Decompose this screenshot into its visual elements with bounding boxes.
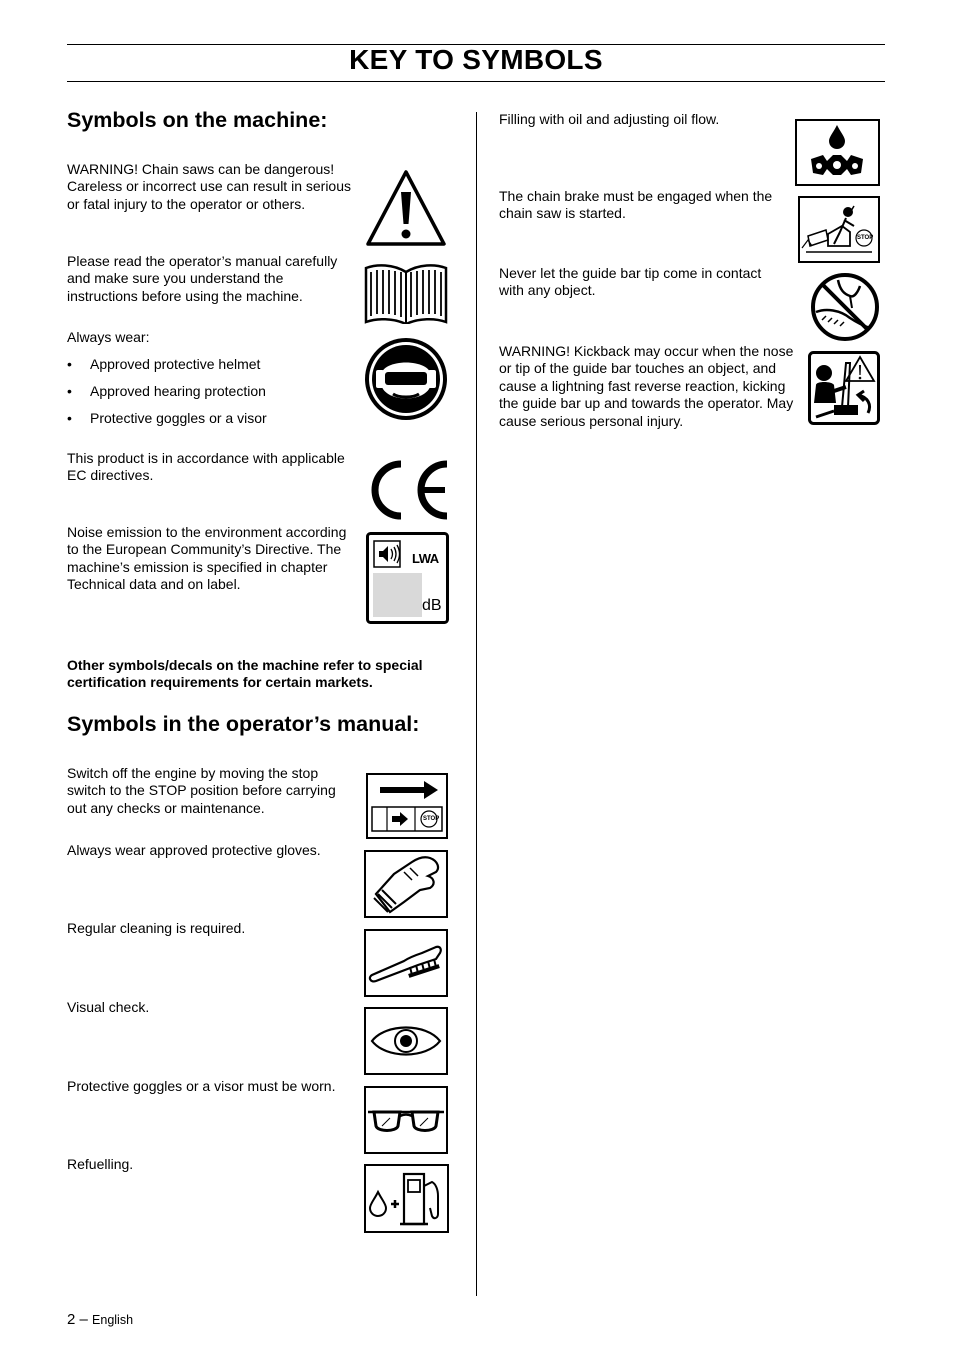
- open-book-icon: [363, 262, 449, 324]
- wear-item-helmet: • Approved protective helmet: [67, 356, 261, 372]
- read-manual-text: Please read the operator’s manual carefully and make sure you understand the instructions before using the machine.: [67, 253, 338, 304]
- stop-switch-icon: [366, 773, 448, 839]
- noise-text: Noise emission to the environment according to the European Community’s Directive. The machine’s emission is specified in chapter Technical data and on label.: [67, 524, 347, 593]
- visual-check-text: Visual check.: [67, 999, 150, 1015]
- refuelling-text: Refuelling.: [67, 1156, 134, 1172]
- fuel-pump-icon: [364, 1164, 449, 1233]
- oil-text: Filling with oil and adjusting oil flow.: [499, 111, 720, 127]
- noise-emission-label-icon: [366, 532, 449, 624]
- footer-language: English: [92, 1313, 134, 1327]
- manual-symbols-heading: Symbols in the operator’s manual:: [67, 712, 420, 736]
- kickback-warning-icon: [808, 351, 880, 425]
- helmet-goggles-earmuffs-icon: [363, 336, 449, 422]
- page-title: KEY TO SYMBOLS: [349, 44, 603, 75]
- title-rule: [67, 81, 885, 82]
- no-bar-tip-contact-icon: [810, 272, 880, 342]
- column-divider: [476, 112, 477, 1296]
- page-footer: [67, 1311, 133, 1328]
- other-symbols-note: Other symbols/decals on the machine refer to special certification requirements for certain markets.: [67, 657, 423, 691]
- wear-item-hearing: • Approved hearing protection: [67, 383, 266, 399]
- wear-item-goggles: • Protective goggles or a visor: [67, 410, 267, 426]
- eye-icon: [364, 1007, 448, 1075]
- ce-mark-icon: [363, 457, 451, 523]
- chain-brake-text: The chain brake must be engaged when the chain saw is started.: [499, 188, 773, 222]
- db-label: dB: [422, 597, 442, 614]
- wear-item-label: Approved protective helmet: [90, 356, 261, 372]
- chain-brake-stop-label: STOP: [857, 235, 874, 241]
- cleaning-text: Regular cleaning is required.: [67, 920, 246, 936]
- bar-tip-text: Never let the guide bar tip come in contact with any object.: [499, 265, 762, 299]
- kickback-warning-text: WARNING! Kickback may occur when the nose or tip of the guide bar touches an object, and cause a lightning fast reverse reaction, kicking the guide bar up and towards the operator. May cause serious personal injury.: [499, 343, 794, 429]
- stop-switch-label: STOP: [423, 816, 440, 822]
- page-number: 2 –: [67, 1311, 88, 1328]
- warning-text: WARNING! Chain saws can be dangerous! Careless or incorrect use can result in serious or fatal injury to the operator or others.: [67, 161, 352, 212]
- ce-text: This product is in accordance with applicable EC directives.: [67, 450, 345, 484]
- wear-item-label: Protective goggles or a visor: [90, 410, 267, 426]
- goggles-text: Protective goggles or a visor must be worn.: [67, 1078, 336, 1094]
- gloves-text: Always wear approved protective gloves.: [67, 842, 321, 858]
- wear-item-label: Approved hearing protection: [90, 383, 266, 399]
- lwa-label: LWA: [412, 551, 439, 566]
- machine-symbols-heading: Symbols on the machine:: [67, 108, 328, 132]
- warning-triangle-icon: [364, 168, 448, 248]
- always-wear-label: Always wear:: [67, 329, 150, 345]
- stop-text: Switch off the engine by moving the stop switch to the STOP position before carrying out any checks or maintenance.: [67, 765, 336, 816]
- brush-icon: [364, 929, 448, 997]
- oil-drop-chain-icon: [795, 119, 880, 186]
- goggles-icon: [364, 1086, 448, 1154]
- protective-glove-icon: [364, 850, 448, 918]
- chain-brake-start-icon: [798, 196, 880, 263]
